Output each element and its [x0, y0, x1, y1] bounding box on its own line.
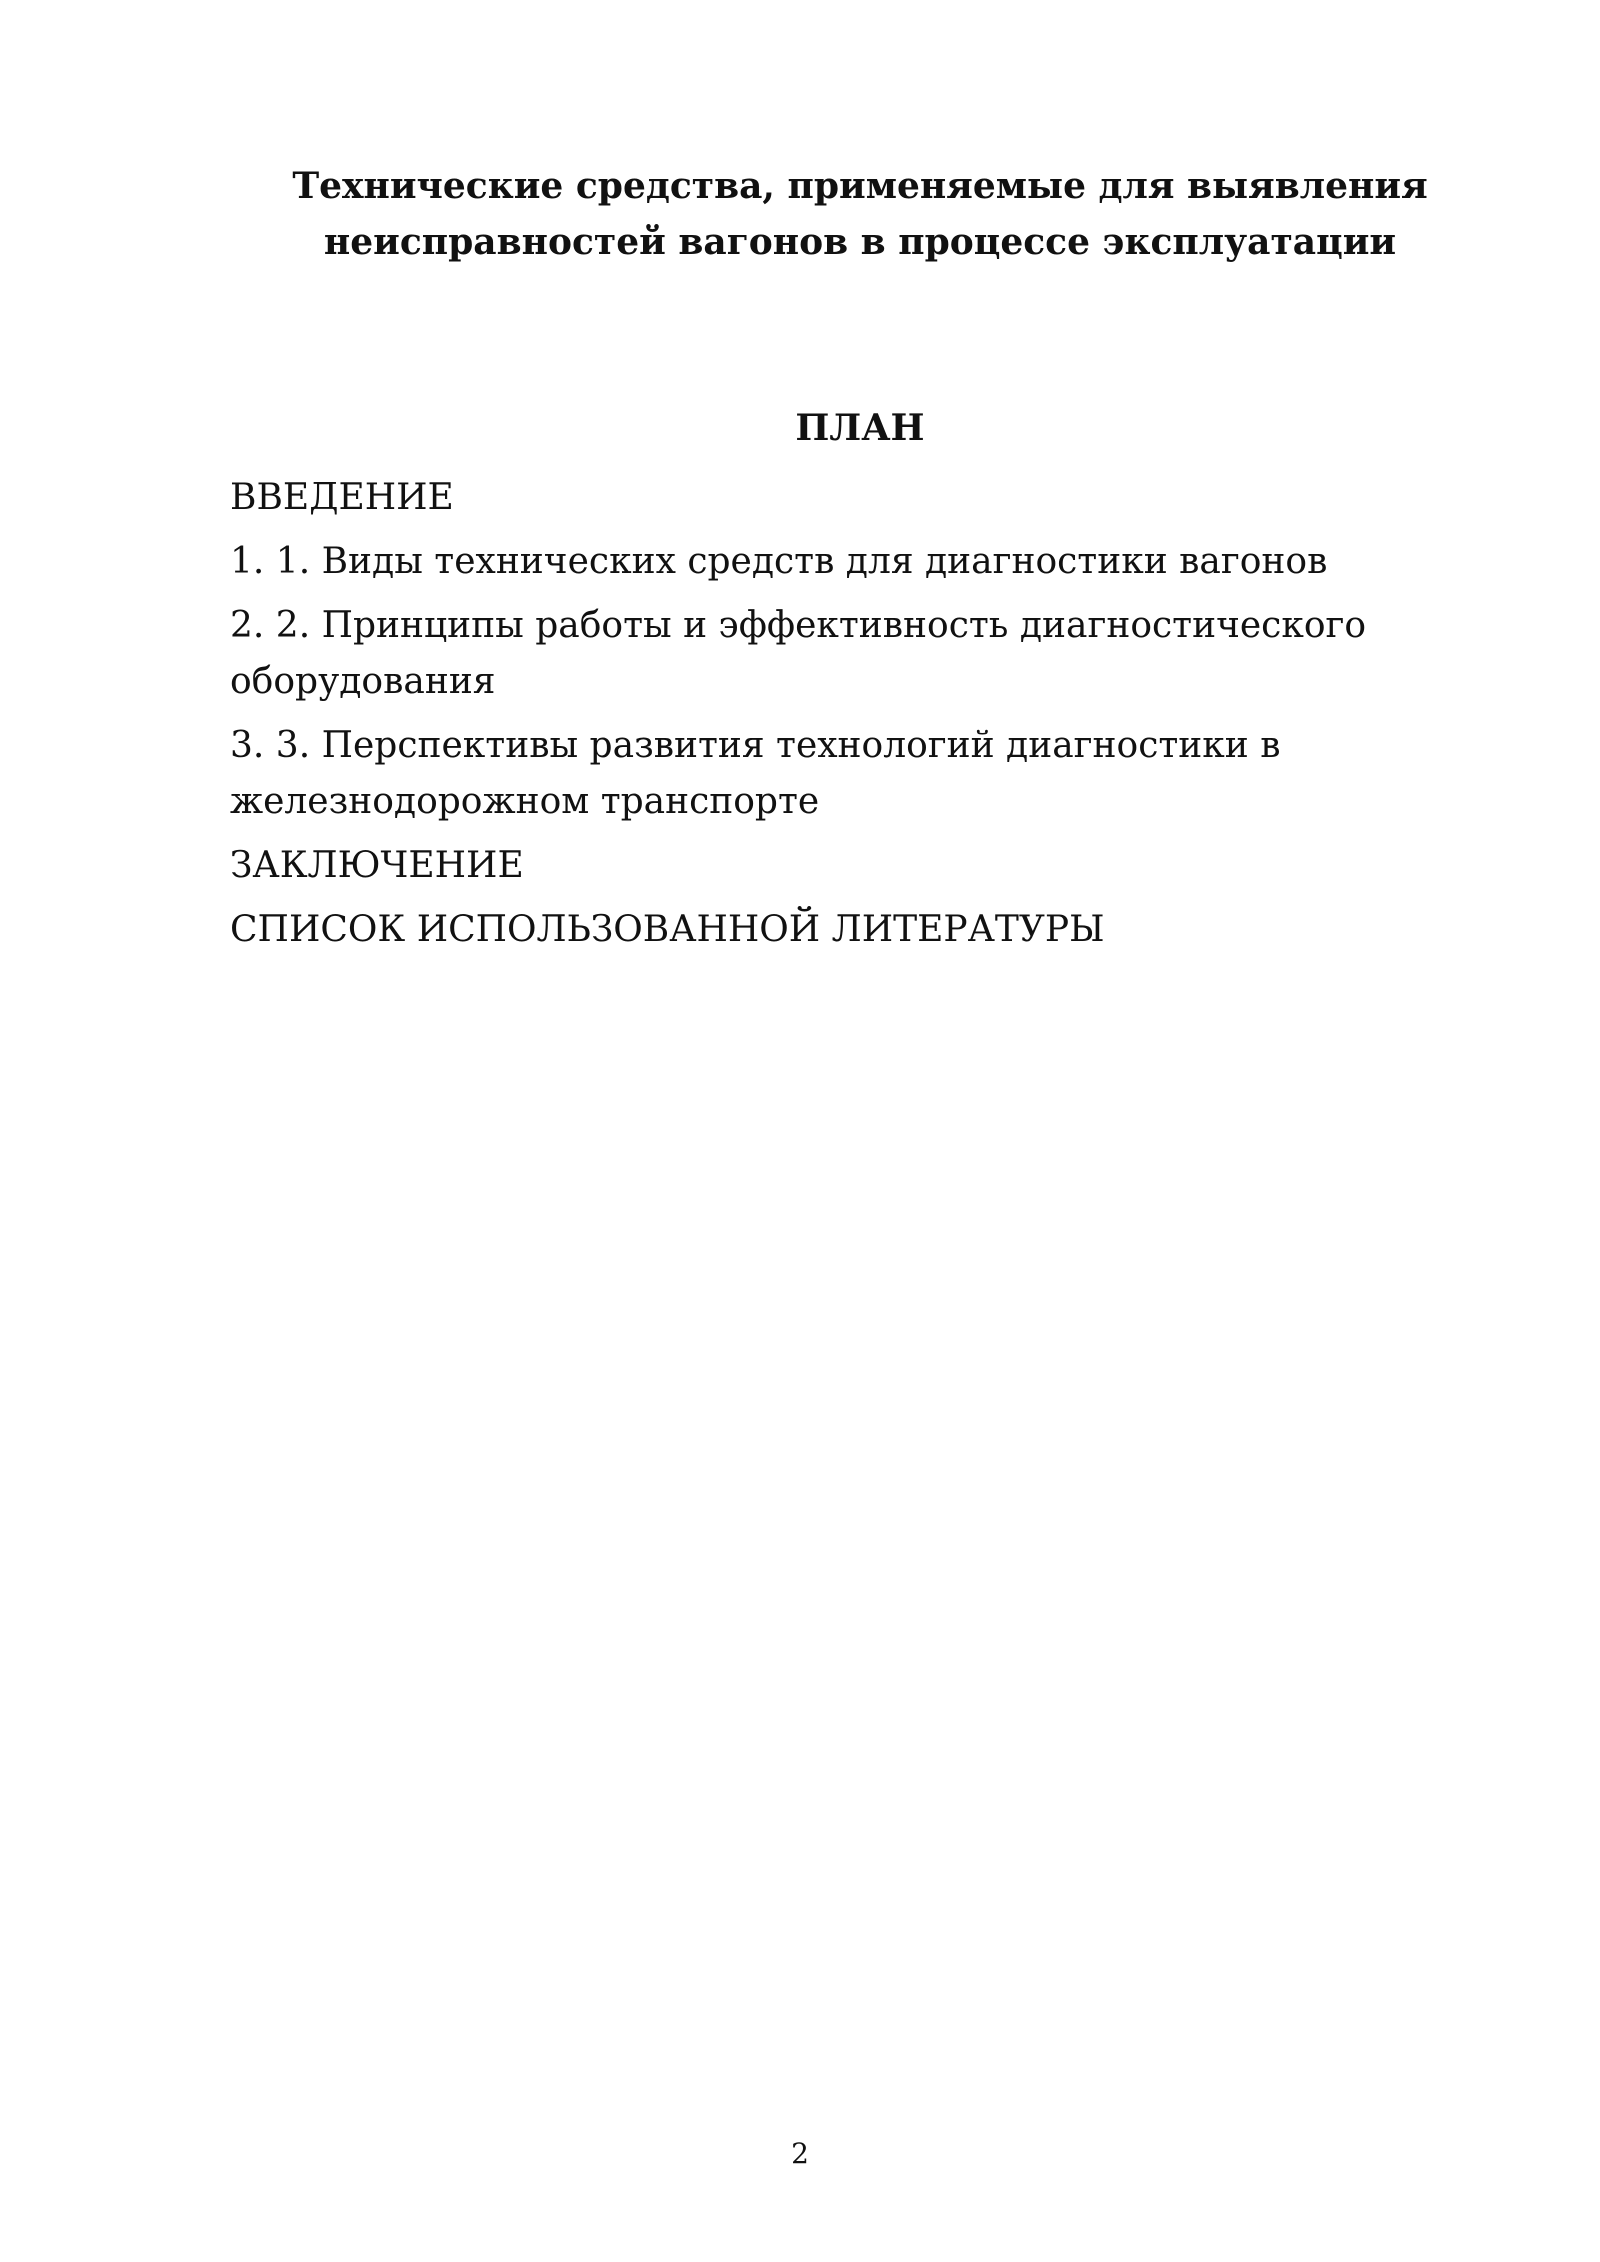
toc-item-chapter-1: 1. 1. Виды технических средств для диагностики вагонов — [230, 541, 1328, 582]
page-number: 2 — [791, 2137, 809, 2170]
toc-item-chapter-3: 3. 3. Перспективы развития технологий диагностики в железнодорожном транспорте — [230, 725, 1281, 822]
toc-item-references: СПИСОК ИСПОЛЬЗОВАННОЙ ЛИТЕРАТУРЫ — [230, 909, 1105, 950]
plan-heading: ПЛАН — [795, 407, 925, 449]
toc-item-conclusion: ЗАКЛЮЧЕНИЕ — [230, 845, 524, 886]
table-of-contents — [230, 470, 1490, 966]
toc-item-introduction: ВВЕДЕНИЕ — [230, 477, 454, 518]
document-title-line-1: Технические средства, применяемые для выявления — [292, 165, 1428, 207]
document-title — [230, 158, 1490, 270]
toc-item-chapter-2: 2. 2. Принципы работы и эффективность диагностического оборудования — [230, 605, 1367, 702]
document-title-line-2: неисправностей вагонов в процессе эксплуатации — [323, 221, 1397, 263]
